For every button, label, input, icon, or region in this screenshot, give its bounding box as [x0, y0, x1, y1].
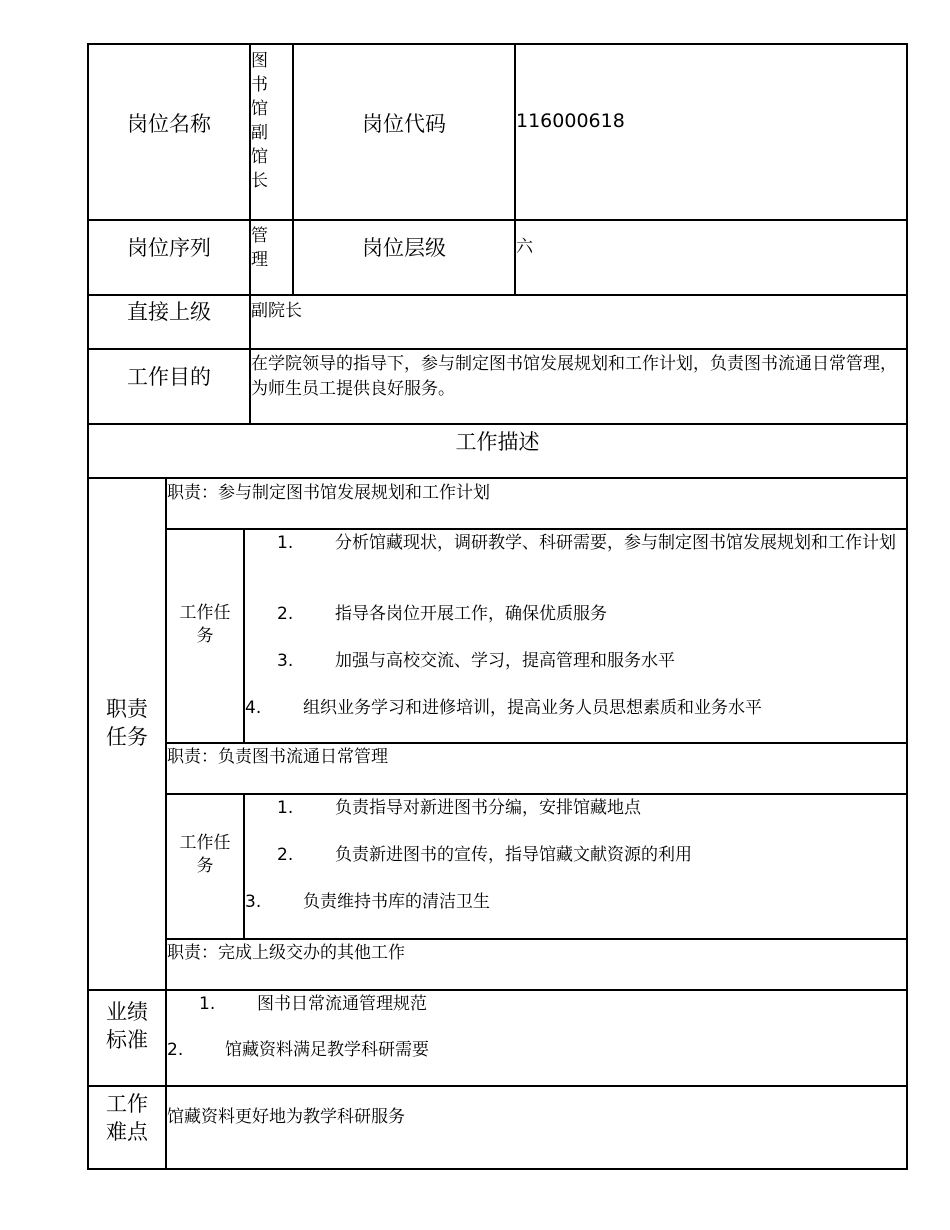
performance-item [167, 1039, 429, 1062]
task-item [277, 603, 607, 626]
task-label: 工作任务 [179, 833, 231, 876]
position-code-value: 116000618 [516, 110, 625, 132]
task-number: 3. [245, 892, 262, 912]
task-text: 分析馆藏现状，调研教学、科研需要，参与制定图书馆发展规划和工作计划 [335, 533, 896, 553]
position-level-label: 岗位层级 [362, 236, 446, 260]
task-text: 负责维持书库的清洁卫生 [303, 892, 490, 912]
performance-number: 1. [199, 994, 216, 1014]
task-item [277, 844, 692, 867]
table-border-right [906, 43, 908, 1170]
task-number: 4. [245, 698, 262, 718]
position-sequence-label: 岗位序列 [127, 236, 211, 260]
table-border-top [87, 43, 908, 45]
task-label: 工作任务 [179, 603, 231, 646]
duties-section-label: 职责任务 [106, 697, 148, 749]
task-item [245, 891, 490, 914]
task-number: 3. [277, 651, 294, 671]
row-divider [87, 219, 908, 221]
row-divider [165, 793, 908, 795]
task-text: 加强与高校交流、学习，提高管理和服务水平 [335, 651, 675, 671]
work-description-title: 工作描述 [455, 430, 540, 454]
duty-title: 职责：参与制定图书馆发展规划和工作计划 [167, 483, 490, 503]
row-divider [87, 1085, 908, 1087]
row-divider [165, 742, 908, 744]
task-item [277, 532, 897, 555]
difficulty-label: 工作难点 [106, 1092, 148, 1144]
difficulty-value: 馆藏资料更好地为教学科研服务 [167, 1107, 405, 1127]
position-code-label: 岗位代码 [362, 112, 446, 136]
supervisor-label: 直接上级 [127, 300, 211, 324]
position-name-value: 图书馆副馆长 [251, 51, 268, 191]
task-item [245, 697, 762, 720]
performance-number: 2. [167, 1040, 184, 1060]
purpose-label: 工作目的 [127, 365, 211, 389]
table-border-bottom [87, 1168, 908, 1170]
performance-label: 业绩标准 [106, 1000, 148, 1052]
row-divider [165, 938, 908, 940]
task-text: 指导各岗位开展工作，确保优质服务 [335, 604, 607, 624]
position-name-label: 岗位名称 [127, 112, 211, 136]
column-divider [243, 793, 245, 940]
row-divider [87, 348, 908, 350]
task-text: 负责新进图书的宣传，指导馆藏文献资源的利用 [335, 845, 692, 865]
performance-text: 馆藏资料满足教学科研需要 [225, 1040, 429, 1060]
performance-item [199, 993, 427, 1016]
task-item [277, 650, 675, 673]
duty-title: 职责：负责图书流通日常管理 [167, 747, 388, 767]
supervisor-value: 副院长 [251, 301, 302, 321]
task-number: 2. [277, 845, 294, 865]
task-number: 1. [277, 533, 294, 553]
row-divider [87, 989, 908, 991]
task-item [277, 797, 641, 820]
column-divider [165, 477, 167, 1170]
task-number: 2. [277, 604, 294, 624]
position-level-value: 六 [516, 237, 533, 257]
task-number: 1. [277, 798, 294, 818]
performance-text: 图书日常流通管理规范 [257, 994, 427, 1014]
row-divider [87, 423, 908, 425]
row-divider [165, 528, 908, 530]
row-divider [87, 477, 908, 479]
task-text: 负责指导对新进图书分编，安排馆藏地点 [335, 798, 641, 818]
duty-title: 职责：完成上级交办的其他工作 [167, 943, 405, 963]
purpose-value: 在学院领导的指导下，参与制定图书馆发展规划和工作计划，负责图书流通日常管理，为师生员工提供良好服务。 [251, 354, 897, 399]
task-text: 组织业务学习和进修培训，提高业务人员思想素质和业务水平 [303, 698, 762, 718]
position-sequence-value: 管理 [251, 226, 268, 270]
row-divider [87, 294, 908, 296]
